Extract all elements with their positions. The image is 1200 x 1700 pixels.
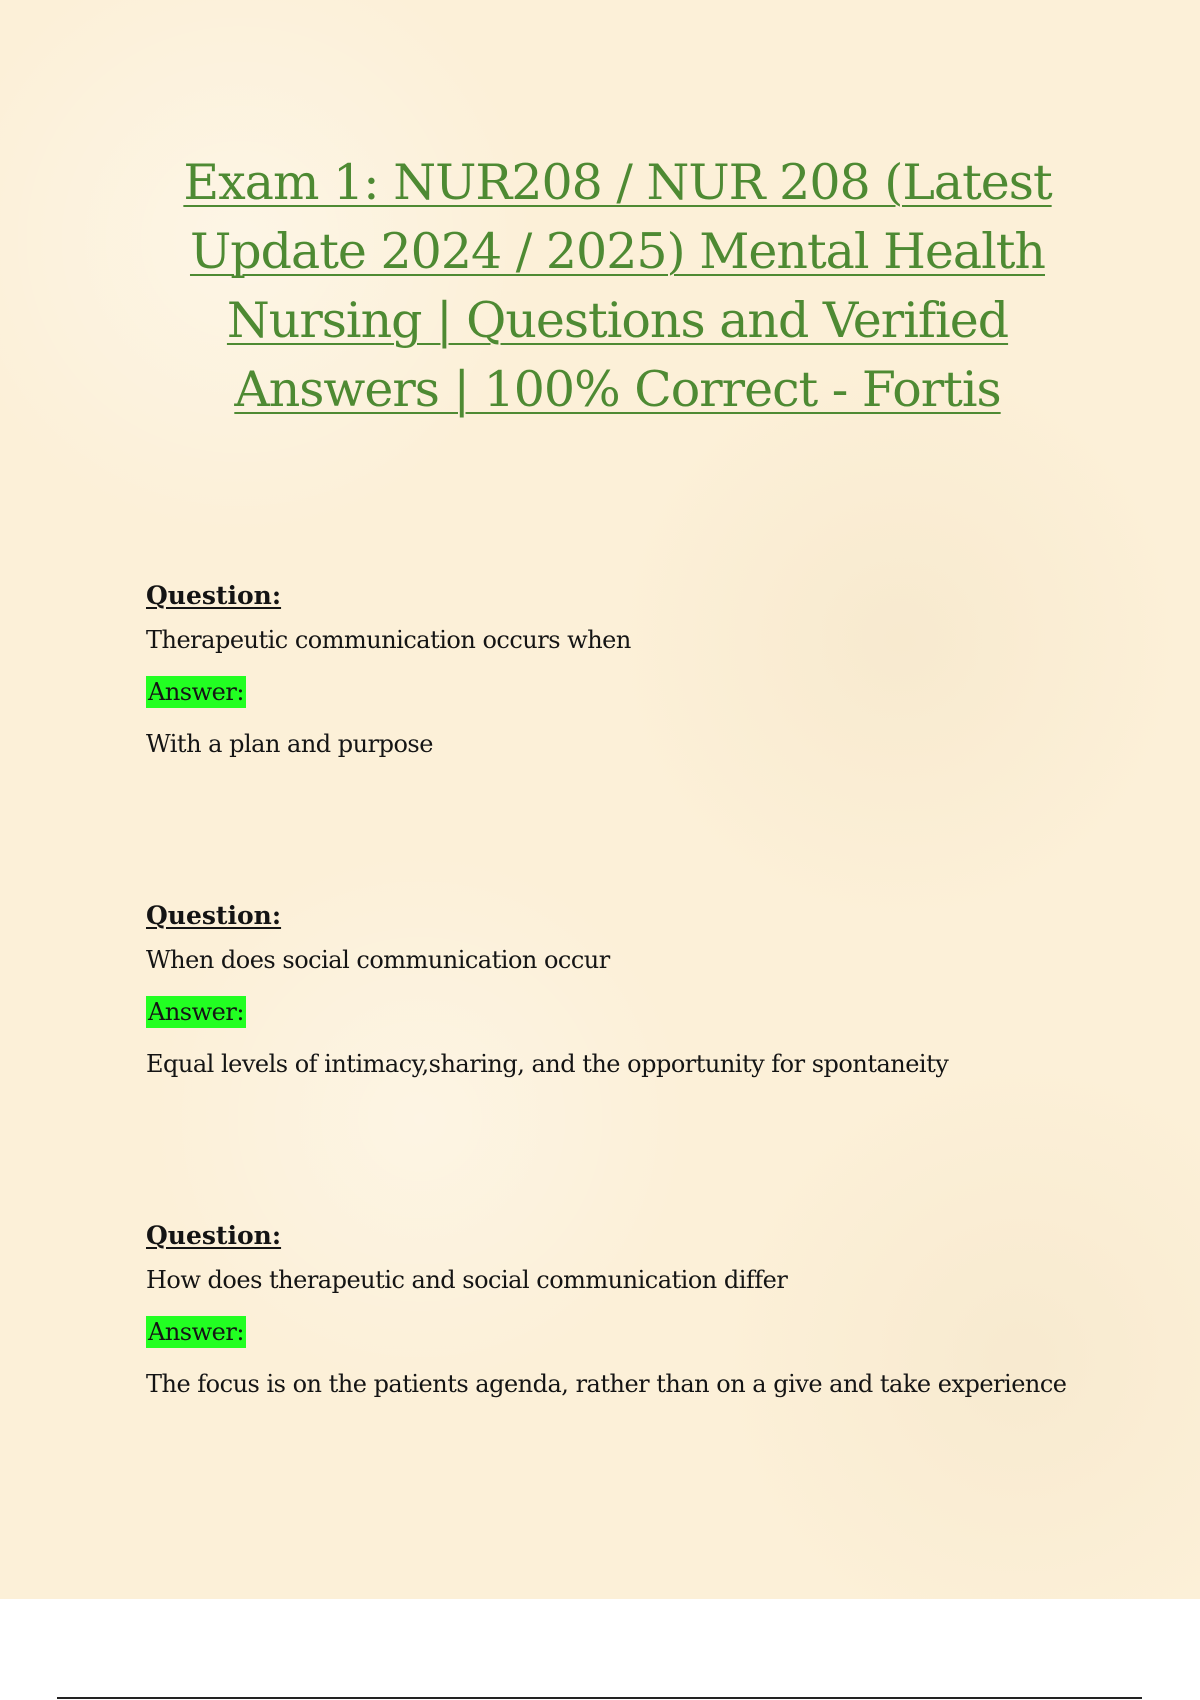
answer-label: Answer: <box>148 998 244 1026</box>
question-text: How does therapeutic and social communication differ <box>146 1266 788 1294</box>
question-label: Question: <box>146 1221 282 1250</box>
answer-label-row <box>146 666 1096 718</box>
footer-divider <box>57 1697 1142 1699</box>
question-label: Question: <box>146 581 282 610</box>
qa-item <box>146 898 1096 1090</box>
qa-item <box>146 578 1096 770</box>
question-label: Question: <box>146 901 282 930</box>
question-text: Therapeutic communication occurs when <box>146 626 631 654</box>
answer-text: Equal levels of intimacy,sharing, and the opportunity for spontaneity <box>146 1050 949 1078</box>
answer-label: Answer: <box>148 1318 244 1346</box>
question-text: When does social communication occur <box>146 946 610 974</box>
answer-label-row <box>146 1306 1096 1358</box>
answer-text: The focus is on the patients agenda, rather than on a give and take experience <box>146 1370 1067 1398</box>
answer-label-row <box>146 986 1096 1038</box>
answer-label: Answer: <box>148 678 244 706</box>
document-title: Exam 1: NUR208 / NUR 208 (Latest Update 2024 / 2025) Mental Health Nursing | Questions and Verified Answers | 100% Correct - Fortis <box>183 154 1052 418</box>
answer-text: With a plan and purpose <box>146 730 433 758</box>
qa-item <box>146 1218 1096 1410</box>
